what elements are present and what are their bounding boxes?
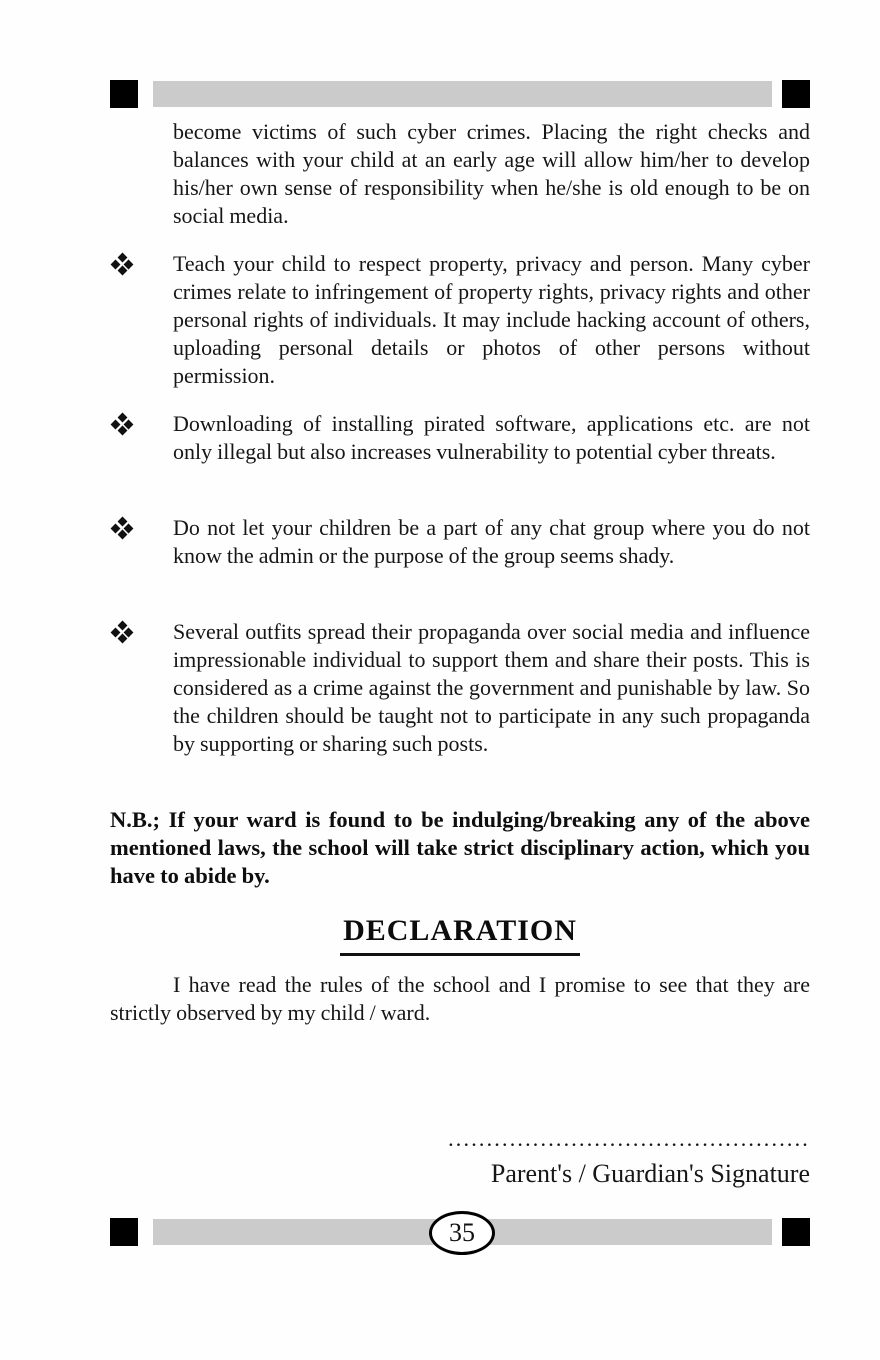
bullet-text: Teach your child to respect property, privacy and person. Many cyber crimes relate to infringement of property rights, privacy rights and other personal rights of individuals. It may include hacking account of others, uploading personal details or photos of other persons without permission. xyxy=(173,251,810,388)
declaration-body: I have read the rules of the school and I promise to see that they are strictly observed by my child / ward. xyxy=(110,972,810,1025)
page-number: 35 xyxy=(449,1218,475,1247)
diamond-bullet-icon xyxy=(110,250,173,278)
nb-disciplinary-note: N.B.; If your ward is found to be indulging/breaking any of the above mentioned laws, the school will take strict disciplinary action, which you have to abide by. xyxy=(110,807,810,888)
diamond-bullet-icon xyxy=(110,618,173,646)
bullet-item-propaganda xyxy=(110,618,810,758)
footer-left-square xyxy=(110,1218,138,1246)
header-rule xyxy=(110,80,810,108)
bullet-text: Several outfits spread their propaganda over social media and influence impressionable individual to support them and share their posts. This is considered as a crime against the government and punishable by law. So the children should be taught not to participate in any such propaganda by supporting or sharing such posts. xyxy=(173,619,810,756)
page-number-badge xyxy=(429,1211,495,1255)
diamond-bullet-icon xyxy=(110,410,173,438)
bullet-item-chat-group xyxy=(110,514,810,570)
header-left-square xyxy=(110,80,138,108)
footer-rule xyxy=(110,1218,810,1246)
bullet-item-respect-property xyxy=(110,250,810,390)
diamond-bullet-icon xyxy=(110,514,173,542)
intro-paragraph: become victims of such cyber crimes. Placing the right checks and balances with your child at an early age will allow him/her to develop his/her own sense of responsibility when he/she is old enough to be on social media. xyxy=(173,119,810,228)
footer-right-square xyxy=(782,1218,810,1246)
bullet-item-pirated-software xyxy=(110,410,810,466)
bullet-text: Do not let your children be a part of any chat group where you do not know the admin or the purpose of the group seems shady. xyxy=(173,515,810,568)
signature-label: Parent's / Guardian's Signature xyxy=(490,1159,810,1188)
bullet-text: Downloading of installing pirated software, applications etc. are not only illegal but also increases vulnerability to potential cyber threats. xyxy=(173,411,810,464)
signature-dotted-line: ............................................... xyxy=(448,1126,810,1151)
declaration-heading-text: DECLARATION xyxy=(340,915,580,956)
declaration-heading xyxy=(110,914,810,956)
signature-block xyxy=(448,1128,810,1189)
header-gray-bar xyxy=(153,81,772,107)
header-right-square xyxy=(782,80,810,108)
